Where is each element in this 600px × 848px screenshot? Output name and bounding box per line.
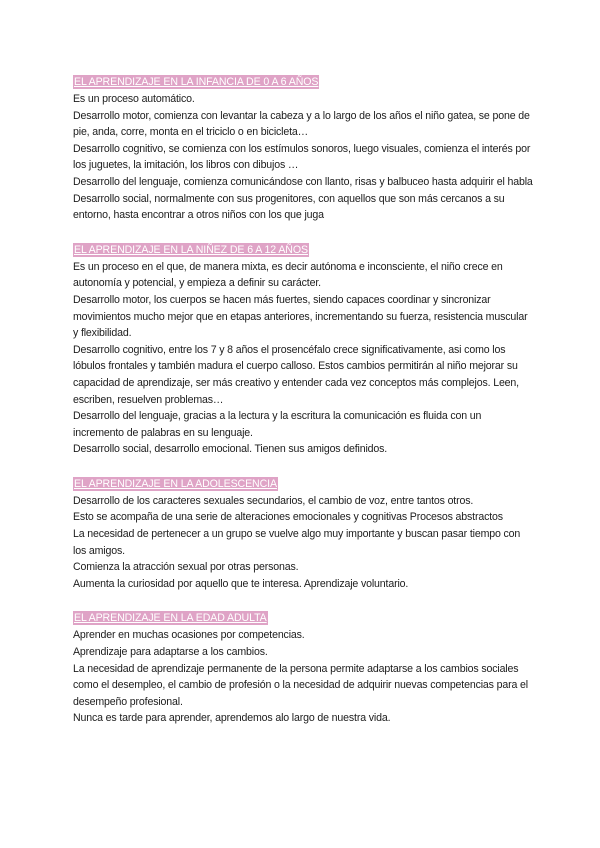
paragraph: Desarrollo motor, comienza con levantar la cabeza y a lo largo de los años el niño gatea, se pone de pie, anda, corre, monta en el triciclo o en bicicleta… — [73, 109, 530, 139]
section-heading: EL APRENDIZAJE EN LA ADOLESCENCIA — [74, 477, 277, 490]
section-adolescencia — [73, 474, 533, 593]
section-heading: EL APRENDIZAJE EN LA INFANCIA DE 0 A 6 AÑOS — [74, 76, 319, 88]
paragraph: La necesidad de aprendizaje permanente de la persona permite adaptarse a los cambios sociales como el desempleo, el cambio de profesión o la necesidad de adquirir nuevas competencias para el desempeño profesional. — [73, 662, 528, 708]
paragraph: Desarrollo cognitivo, se comienza con los estímulos sonoros, luego visuales, comienza el interés por los juguetes, la imitación, los libros con dibujos … — [73, 142, 531, 172]
paragraph: Desarrollo de los caracteres sexuales secundarios, el cambio de voz, entre tantos otros. — [73, 494, 474, 507]
paragraph: Es un proceso en el que, de manera mixta, es decir autónoma e inconsciente, el niño crece en autonomía y potencial, y empieza a definir su carácter. — [73, 260, 503, 290]
paragraph: Desarrollo social, normalmente con sus progenitores, con aquellos que son más cercanos a su entorno, hasta encontrar a otros niños con los que juga — [73, 192, 505, 222]
section-heading: EL APRENDIZAJE EN LA NIÑEZ DE 6 A 12 AÑOS — [74, 243, 308, 256]
paragraph: Es un proceso automático. — [73, 93, 195, 105]
section-heading: EL APRENDIZAJE EN LA EDAD ADULTA — [74, 612, 267, 625]
paragraph: Nunca es tarde para aprender, aprendemos alo largo de nuestra vida. — [73, 712, 391, 725]
paragraph: Aprender en muchas ocasiones por competencias. — [73, 629, 305, 642]
paragraph: Aprendizaje para adaptarse a los cambios. — [73, 646, 268, 659]
section-ninez — [73, 240, 533, 458]
paragraph: Desarrollo del lenguaje, gracias a la lectura y la escritura la comunicación es fluida con un incremento de palabras en su lenguaje. — [73, 410, 482, 439]
paragraph: Comienza la atracción sexual por otras personas. — [73, 561, 299, 574]
paragraph: Esto se acompaña de una serie de alteraciones emocionales y cognitivas Procesos abstractos — [73, 511, 503, 524]
paragraph: La necesidad de pertenecer a un grupo se vuelve algo muy importante y buscan pasar tiempo con los amigos. — [73, 528, 521, 557]
paragraph: Desarrollo motor, los cuerpos se hacen más fuertes, siendo capaces coordinar y sincronizar movimientos mucho mejor que en etapas anteriores, incrementando su fuerza, resistencia muscular y flexibilidad. — [73, 293, 528, 340]
paragraph: Desarrollo del lenguaje, comienza comunicándose con llanto, risas y balbuceo hasta adquirir el habla — [73, 175, 533, 188]
paragraph: Aumenta la curiosidad por aquello que te interesa. Aprendizaje voluntario. — [73, 577, 409, 590]
section-edad-adulta — [73, 608, 533, 727]
paragraph: Desarrollo social, desarrollo emocional. Tienen sus amigos definidos. — [73, 443, 388, 456]
paragraph: Desarrollo cognitivo, entre los 7 y 8 años el prosencéfalo crece significativamente, asi como los lóbulos frontales y también madura el cuerpo calloso. Estos cambios permitirán al niño mejorar su capacidad de aprendizaje, ser más creativo y entender cada vez conceptos más complejos. Leen, escriben, resuelven problemas… — [73, 343, 519, 406]
section-infancia — [73, 72, 533, 224]
document-page — [73, 72, 533, 743]
